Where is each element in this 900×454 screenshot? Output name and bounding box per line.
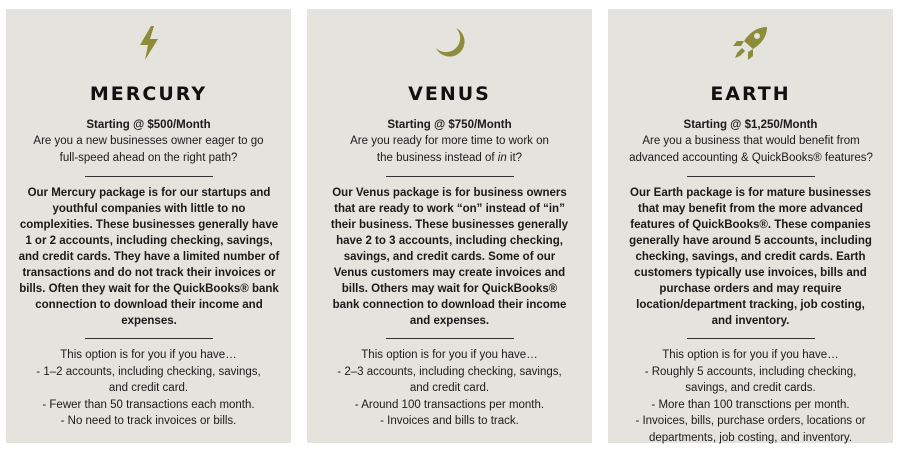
plan-description: Our Earth package is for mature businesses that may benefit from the more advanced features of QuickBooks®. These companies generally have around 5 accounts, including checking, savings, and credit cards. Earth customers typically use invoices, bills and purchase orders and may require location/department tracking, job costing, and inventory. bbox=[629, 187, 872, 327]
divider bbox=[85, 338, 213, 339]
plan-description: Our Venus package is for business owners that are ready to work “on” instead of “in” their business. These businesses generally have 2 to 3 accounts, including checking, savings, and credit cards. Some of our Venus customers may create invoices and bills. Others may wait for QuickBooks® bank connection to download their income and expenses. bbox=[330, 187, 569, 327]
mercury-plan-card bbox=[6, 9, 291, 443]
list-item: - More than 100 transctions per month. bbox=[651, 398, 850, 411]
plan-description: Our Mercury package is for our startups and youthful companies with little to no complexities. These businesses generally have 1 or 2 accounts, including checking, savings, and credit cards. They have a limited number of transactions and do not track their invoices or bills. Often they wait for the QuickBooks® bank connection to download their income and expenses. bbox=[18, 187, 280, 327]
plan-question: Are you a business that would benefit from advanced accounting & QuickBooks® features? bbox=[629, 135, 873, 164]
list-item: - Invoices, bills, purchase orders, locations or departments, job costing, and inventory. bbox=[635, 415, 866, 444]
question-text-end: it? bbox=[506, 152, 523, 164]
plan-question bbox=[342, 133, 557, 167]
divider bbox=[687, 176, 815, 177]
list-item: - 2–3 accounts, including checking, savings, and credit card. bbox=[337, 365, 562, 394]
plan-price: Starting @ $500/Month bbox=[86, 119, 211, 131]
divider bbox=[85, 176, 213, 177]
list-item: - 1–2 accounts, including checking, savings, and credit card. bbox=[36, 365, 261, 394]
divider bbox=[386, 338, 514, 339]
plan-title: EARTH bbox=[710, 83, 791, 105]
plan-for-you-heading: This option is for you if you have… bbox=[361, 349, 538, 361]
earth-plan-card bbox=[608, 9, 893, 443]
plan-for-you-heading: This option is for you if you have… bbox=[60, 349, 237, 361]
plan-title: VENUS bbox=[408, 83, 491, 105]
list-item: - No need to track invoices or bills. bbox=[60, 415, 237, 427]
plan-price: Starting @ $750/Month bbox=[387, 119, 512, 131]
plan-feature-list bbox=[620, 364, 881, 447]
divider bbox=[386, 176, 514, 177]
plan-title: MERCURY bbox=[89, 83, 208, 105]
plan-feature-list bbox=[18, 364, 279, 430]
plan-feature-list bbox=[319, 364, 580, 430]
list-item: - Invoices and bills to track. bbox=[380, 415, 519, 427]
venus-plan-card bbox=[307, 9, 592, 443]
question-text: Are you ready for more time to work on the business instead of bbox=[350, 135, 549, 164]
lightning-bolt-icon bbox=[18, 23, 279, 63]
list-item: - Fewer than 50 transactions each month. bbox=[42, 398, 255, 411]
question-emphasis: in bbox=[497, 152, 507, 164]
plan-for-you-heading: This option is for you if you have… bbox=[662, 349, 839, 361]
list-item: - Roughly 5 accounts, including checking, savings, and credit cards. bbox=[644, 365, 857, 394]
list-item: - Around 100 transactions per month. bbox=[354, 398, 545, 411]
divider bbox=[687, 338, 815, 339]
crescent-moon-icon bbox=[319, 23, 580, 63]
plan-price: Starting @ $1,250/Month bbox=[683, 119, 818, 131]
rocket-icon bbox=[620, 23, 881, 63]
plan-question: Are you a new businesses owner eager to go full-speed ahead on the right path? bbox=[33, 135, 264, 164]
